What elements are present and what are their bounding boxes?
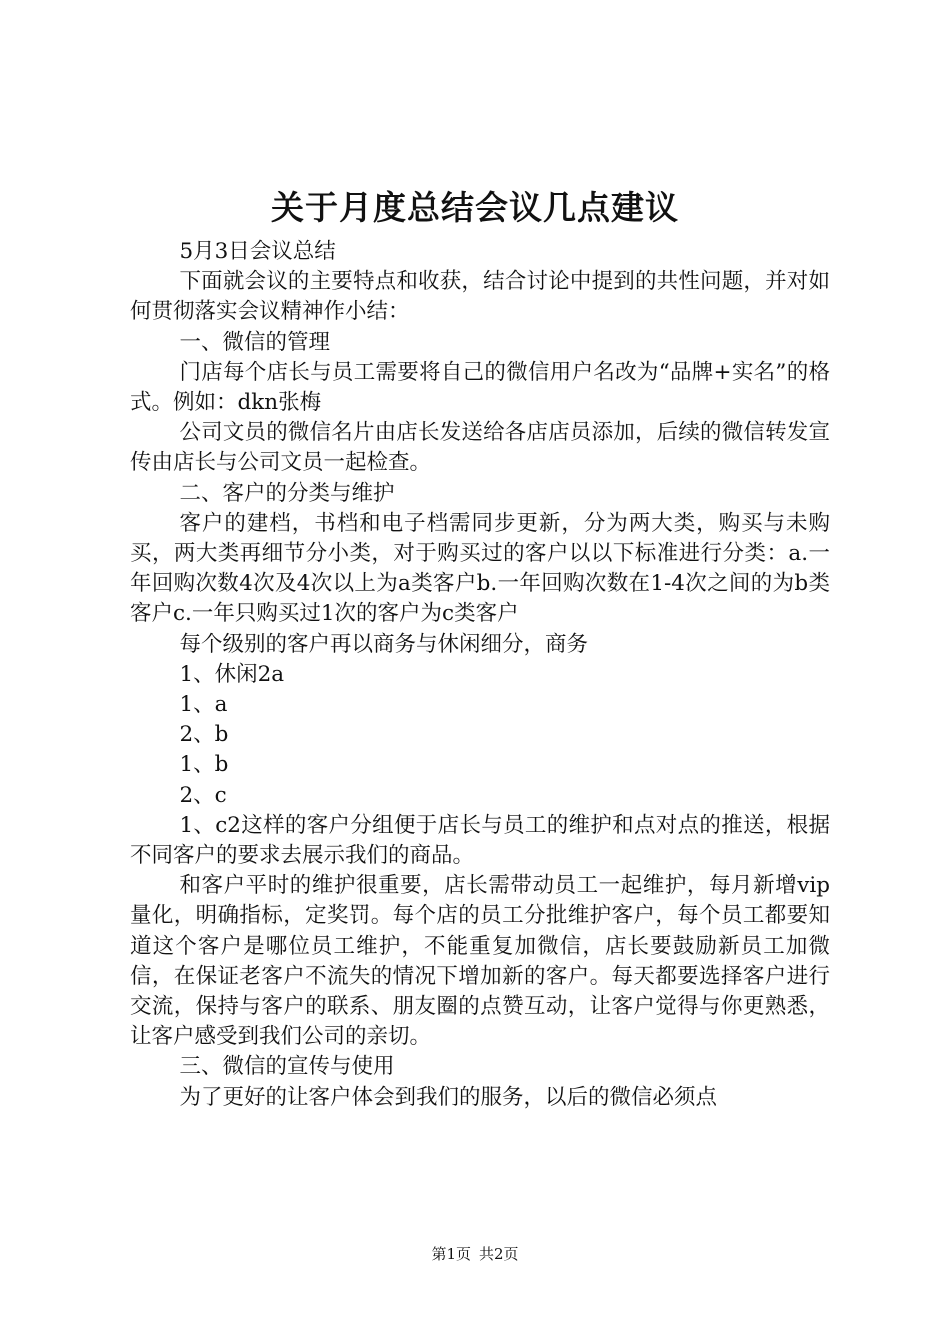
paragraph: 客户的建档，书档和电子档需同步更新，分为两大类，购买与未购买，两大类再细节分小类，对于购买过的客户以以下标准进行分类：a.一年回购次数4次及4次以上为a类客户b.一年回购次数在1-4次之间的为b类客户c.一年只购买过1次的客户为c类客户 (130, 510, 830, 627)
paragraph: 门店每个店长与员工需要将自己的微信用户名改为“品牌+实名”的格式。例如：dkn张梅 (130, 359, 830, 416)
intro-paragraph: 下面就会议的主要特点和收获，结合讨论中提到的共性问题，并对如何贯彻落实会议精神作小结： (130, 269, 830, 325)
section-heading-customer-classification: 二、客户的分类与维护 (179, 480, 395, 506)
paragraph: 公司文员的微信名片由店长发送给各店店员添加，后续的微信转发宣传由店长与公司文员一起检查。 (130, 420, 830, 476)
page-number: 第1页 (431, 1245, 471, 1263)
page-total: 共2页 (479, 1245, 519, 1263)
paragraph: 为了更好的让客户体会到我们的服务，以后的微信必须点 (179, 1084, 717, 1110)
list-line: 1、a (179, 692, 228, 718)
page-footer (0, 1244, 950, 1264)
list-line: 1、b (179, 752, 229, 778)
list-line: 2、b (179, 722, 229, 748)
list-line: 2、c (179, 782, 227, 808)
list-line: 1、休闲2a (179, 661, 285, 687)
paragraph: 1、c2这样的客户分组便于店长与员工的维护和点对点的推送，根据不同客户的要求去展示我们的商品。 (130, 812, 830, 869)
paragraph: 和客户平时的维护很重要，店长需带动员工一起维护，每月新增vip量化，明确指标，定奖罚。每个店的员工分批维护客户，每个员工都要知道这个客户是哪位员工维护，不能重复加微信，店长要鼓励新员工加微信，在保证老客户不流失的情况下增加新的客户。每天都要选择客户进行交流，保持与客户的联系、朋友圈的点赞互动，让客户觉得与你更熟悉，让客户感受到我们公司的亲切。 (130, 873, 830, 1050)
section-heading-wechat-management: 一、微信的管理 (179, 329, 330, 355)
meeting-date-line: 5月3日会议总结 (179, 239, 336, 264)
document-title: 关于月度总结会议几点建议 (271, 188, 679, 227)
section-heading-wechat-promotion: 三、微信的宣传与使用 (179, 1054, 395, 1080)
paragraph: 每个级别的客户再以商务与休闲细分，商务 (179, 631, 588, 657)
document-body (130, 237, 830, 1113)
